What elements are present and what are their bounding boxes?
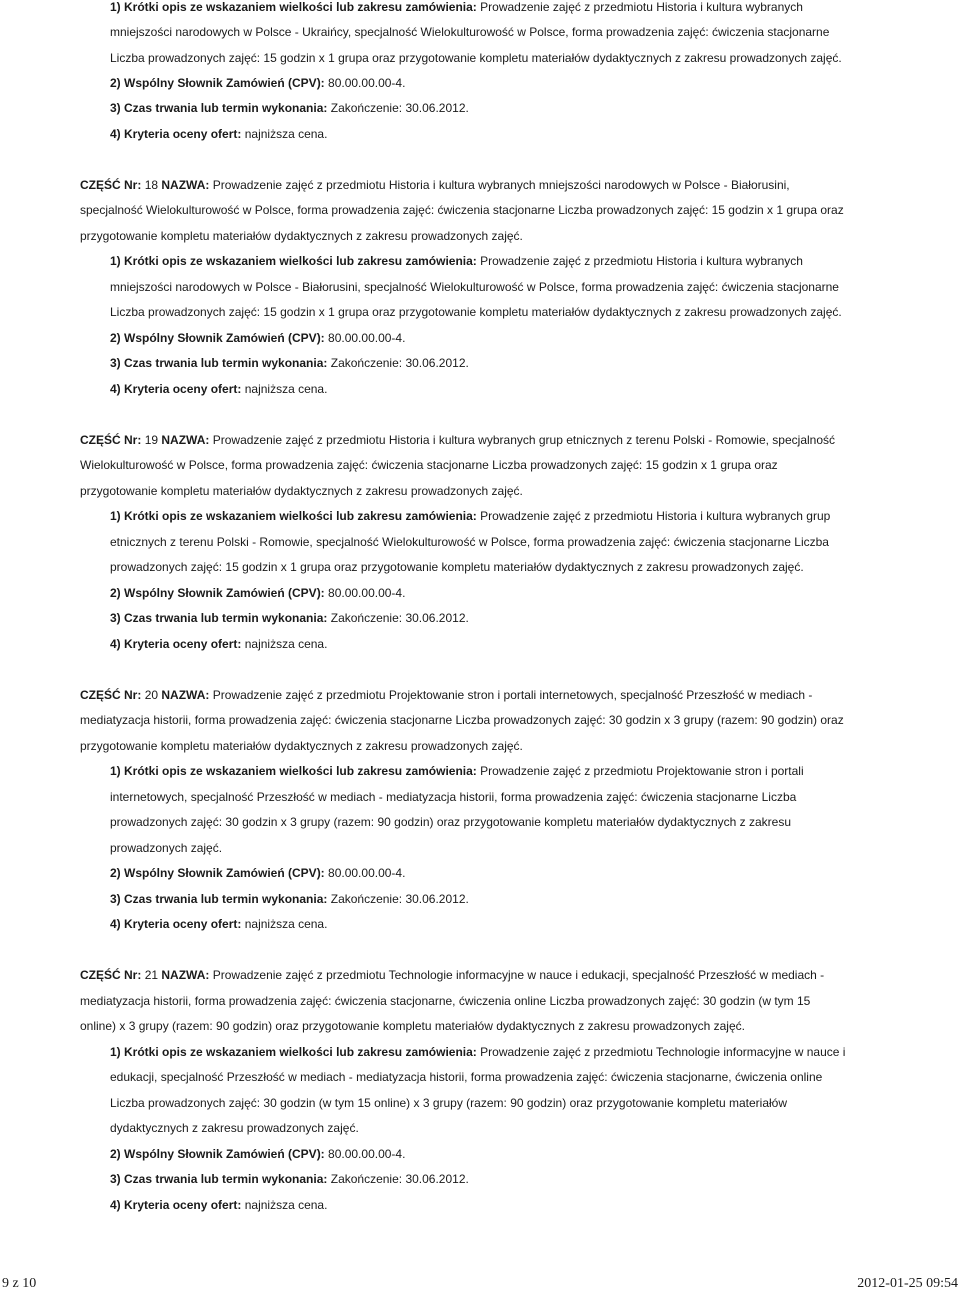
kryt-value: najniższa cena. <box>244 637 328 651</box>
top-opis-line-2: mniejszości narodowych w Polsce - Ukraińcy, specjalność Wielokulturowość w Polsce, forma prowadzenia zajęć: ćwiczenia stacjonarne <box>110 25 830 39</box>
part-21-cpv <box>110 1147 405 1161</box>
cpv-value: 80.00.00.00-4. <box>328 1147 406 1161</box>
top-czas <box>110 101 469 115</box>
part-name: Prowadzenie zajęć z przedmiotu Technologie informacyjne w nauce i edukacji, specjalność Przeszłość w mediach - <box>212 968 825 982</box>
part-number: 20 <box>144 688 159 702</box>
part-19-opis-line-2: etnicznych z terenu Polski - Romowie, specjalność Wielokulturowość w Polsce, forma prowadzenia zajęć: ćwiczenia stacjonarne Liczba <box>110 535 829 549</box>
part-19-czas <box>110 611 469 625</box>
nazwa-label: NAZWA: <box>161 688 210 702</box>
part-19-opis-line-1 <box>110 509 830 523</box>
czas-label: 3) Czas trwania lub termin wykonania: <box>110 1172 328 1186</box>
kryt-label: 4) Kryteria oceny ofert: <box>110 917 242 931</box>
part-name: Prowadzenie zajęć z przedmiotu Historia i kultura wybranych grup etnicznych z terenu Polski - Romowie, specjalność <box>212 433 836 447</box>
part-20-opis-line-1 <box>110 764 804 778</box>
opis-text: Prowadzenie zajęć z przedmiotu Technologie informacyjne w nauce i <box>480 1045 846 1059</box>
cpv-value: 80.00.00.00-4. <box>328 76 406 90</box>
part-19-cpv <box>110 586 405 600</box>
czas-value: Zakończenie: 30.06.2012. <box>330 356 469 370</box>
part-20-name-line-3: przygotowanie kompletu materiałów dydaktycznych z zakresu prowadzonych zajęć. <box>80 739 523 753</box>
part-number: 18 <box>144 178 159 192</box>
part-21-opis-line-3: Liczba prowadzonych zajęć: 30 godzin (w tym 15 online) x 3 grupy (razem: 90 godzin) oraz przygotowanie kompletu materiałów <box>110 1096 787 1110</box>
czas-value: Zakończenie: 30.06.2012. <box>330 611 469 625</box>
part-21-opis-line-1 <box>110 1045 845 1059</box>
part-18-opis-line-3: Liczba prowadzonych zajęć: 15 godzin x 1 grupa oraz przygotowanie kompletu materiałów dydaktycznych z zakresu prowadzonych zajęć. <box>110 305 842 319</box>
part-name: Prowadzenie zajęć z przedmiotu Historia i kultura wybranych mniejszości narodowych w Polsce - Białorusini, <box>212 178 790 192</box>
part-18-heading <box>80 178 790 192</box>
opis-text: Prowadzenie zajęć z przedmiotu Projektowanie stron i portali <box>480 764 804 778</box>
czas-label: 3) Czas trwania lub termin wykonania: <box>110 101 328 115</box>
cpv-label: 2) Wspólny Słownik Zamówień (CPV): <box>110 1147 325 1161</box>
czas-label: 3) Czas trwania lub termin wykonania: <box>110 611 328 625</box>
czas-value: Zakończenie: 30.06.2012. <box>330 892 469 906</box>
part-19-name-line-2: Wielokulturowość w Polsce, forma prowadzenia zajęć: ćwiczenia stacjonarne Liczba prowadzonych zajęć: 15 godzin x 1 grupa oraz <box>80 458 778 472</box>
part-20-opis-line-2: internetowych, specjalność Przeszłość w mediach - mediatyzacja historii, forma prowadzenia zajęć: ćwiczenia stacjonarne Liczba <box>110 790 797 804</box>
part-19-opis-line-3: prowadzonych zajęć: 15 godzin x 1 grupa oraz przygotowanie kompletu materiałów dydaktycznych z zakresu prowadzonych zajęć. <box>110 560 804 574</box>
part-19-kryt <box>110 637 327 651</box>
cpv-value: 80.00.00.00-4. <box>328 331 406 345</box>
kryt-label: 4) Kryteria oceny ofert: <box>110 637 242 651</box>
print-datetime: 2012-01-25 09:54 <box>857 1276 958 1291</box>
czesc-label: CZĘŚĆ Nr: <box>80 968 142 982</box>
opis-text: Prowadzenie zajęć z przedmiotu Historia i kultura wybranych <box>480 254 803 268</box>
czas-label: 3) Czas trwania lub termin wykonania: <box>110 892 328 906</box>
czesc-label: CZĘŚĆ Nr: <box>80 178 142 192</box>
kryt-label: 4) Kryteria oceny ofert: <box>110 127 242 141</box>
part-21-name-line-2: mediatyzacja historii, forma prowadzenia zajęć: ćwiczenia stacjonarne, ćwiczenia online Liczba prowadzonych zajęć: 30 godzin (w tym 15 <box>80 994 811 1008</box>
cpv-label: 2) Wspólny Słownik Zamówień (CPV): <box>110 866 325 880</box>
page-number: 9 z 10 <box>2 1276 37 1291</box>
top-opis-line-3: Liczba prowadzonych zajęć: 15 godzin x 1 grupa oraz przygotowanie kompletu materiałów dydaktycznych z zakresu prowadzonych zajęć. <box>110 51 842 65</box>
part-21-name-line-3: online) x 3 grupy (razem: 90 godzin) oraz przygotowanie kompletu materiałów dydaktycznych z zakresu prowadzonych zajęć. <box>80 1019 745 1033</box>
kryt-value: najniższa cena. <box>244 382 328 396</box>
top-opis-line-1 <box>110 0 803 14</box>
opis-label: 1) Krótki opis ze wskazaniem wielkości lub zakresu zamówienia: <box>110 1045 477 1059</box>
czas-value: Zakończenie: 30.06.2012. <box>330 101 469 115</box>
part-18-czas <box>110 356 469 370</box>
cpv-label: 2) Wspólny Słownik Zamówień (CPV): <box>110 76 325 90</box>
nazwa-label: NAZWA: <box>161 178 210 192</box>
kryt-label: 4) Kryteria oceny ofert: <box>110 382 242 396</box>
czesc-label: CZĘŚĆ Nr: <box>80 688 142 702</box>
nazwa-label: NAZWA: <box>161 968 210 982</box>
part-18-name-line-3: przygotowanie kompletu materiałów dydaktycznych z zakresu prowadzonych zajęć. <box>80 229 523 243</box>
part-20-kryt <box>110 917 327 931</box>
top-kryt <box>110 127 327 141</box>
opis-label: 1) Krótki opis ze wskazaniem wielkości lub zakresu zamówienia: <box>110 764 477 778</box>
part-20-cpv <box>110 866 405 880</box>
top-cpv <box>110 76 405 90</box>
part-name: Prowadzenie zajęć z przedmiotu Projektowanie stron i portali internetowych, specjalność Przeszłość w mediach - <box>212 688 813 702</box>
part-19-heading <box>80 433 835 447</box>
opis-text: Prowadzenie zajęć z przedmiotu Historia i kultura wybranych grup <box>480 509 831 523</box>
part-20-czas <box>110 892 469 906</box>
czas-value: Zakończenie: 30.06.2012. <box>330 1172 469 1186</box>
part-20-name-line-2: mediatyzacja historii, forma prowadzenia zajęć: ćwiczenia stacjonarne Liczba prowadzonych zajęć: 30 godzin x 3 grupy (razem: 90 godzin) oraz <box>80 713 844 727</box>
czas-label: 3) Czas trwania lub termin wykonania: <box>110 356 328 370</box>
part-number: 21 <box>144 968 159 982</box>
cpv-label: 2) Wspólny Słownik Zamówień (CPV): <box>110 586 325 600</box>
part-19-name-line-3: przygotowanie kompletu materiałów dydaktycznych z zakresu prowadzonych zajęć. <box>80 484 523 498</box>
opis-label: 1) Krótki opis ze wskazaniem wielkości lub zakresu zamówienia: <box>110 509 477 523</box>
part-20-heading <box>80 688 812 702</box>
kryt-label: 4) Kryteria oceny ofert: <box>110 1198 242 1212</box>
cpv-value: 80.00.00.00-4. <box>328 586 406 600</box>
part-18-opis-line-1 <box>110 254 803 268</box>
opis-label: 1) Krótki opis ze wskazaniem wielkości lub zakresu zamówienia: <box>110 254 477 268</box>
part-18-name-line-2: specjalność Wielokulturowość w Polsce, forma prowadzenia zajęć: ćwiczenia stacjonarne Liczba prowadzonych zajęć: 15 godzin x 1 grupa oraz <box>80 203 844 217</box>
part-20-opis-line-4: prowadzonych zajęć. <box>110 841 223 855</box>
opis-text: Prowadzenie zajęć z przedmiotu Historia i kultura wybranych <box>480 0 803 14</box>
part-18-cpv <box>110 331 405 345</box>
part-21-opis-line-4: dydaktycznych z zakresu prowadzonych zajęć. <box>110 1121 359 1135</box>
part-21-kryt <box>110 1198 327 1212</box>
kryt-value: najniższa cena. <box>244 917 328 931</box>
part-18-kryt <box>110 382 327 396</box>
part-number: 19 <box>144 433 159 447</box>
cpv-label: 2) Wspólny Słownik Zamówień (CPV): <box>110 331 325 345</box>
czesc-label: CZĘŚĆ Nr: <box>80 433 142 447</box>
nazwa-label: NAZWA: <box>161 433 210 447</box>
part-20-opis-line-3: prowadzonych zajęć: 30 godzin x 3 grupy (razem: 90 godzin) oraz przygotowanie kompletu materiałów dydaktycznych z zakresu <box>110 815 791 829</box>
opis-label: 1) Krótki opis ze wskazaniem wielkości lub zakresu zamówienia: <box>110 0 477 14</box>
part-21-opis-line-2: edukacji, specjalność Przeszłość w mediach - mediatyzacja historii, forma prowadzenia zajęć: ćwiczenia stacjonarne, ćwiczenia online <box>110 1070 823 1084</box>
kryt-value: najniższa cena. <box>244 127 328 141</box>
part-21-heading <box>80 968 824 982</box>
cpv-value: 80.00.00.00-4. <box>328 866 406 880</box>
part-18-opis-line-2: mniejszości narodowych w Polsce - Białorusini, specjalność Wielokulturowość w Polsce, forma prowadzenia zajęć: ćwiczenia stacjonarne <box>110 280 839 294</box>
kryt-value: najniższa cena. <box>244 1198 328 1212</box>
part-21-czas <box>110 1172 469 1186</box>
